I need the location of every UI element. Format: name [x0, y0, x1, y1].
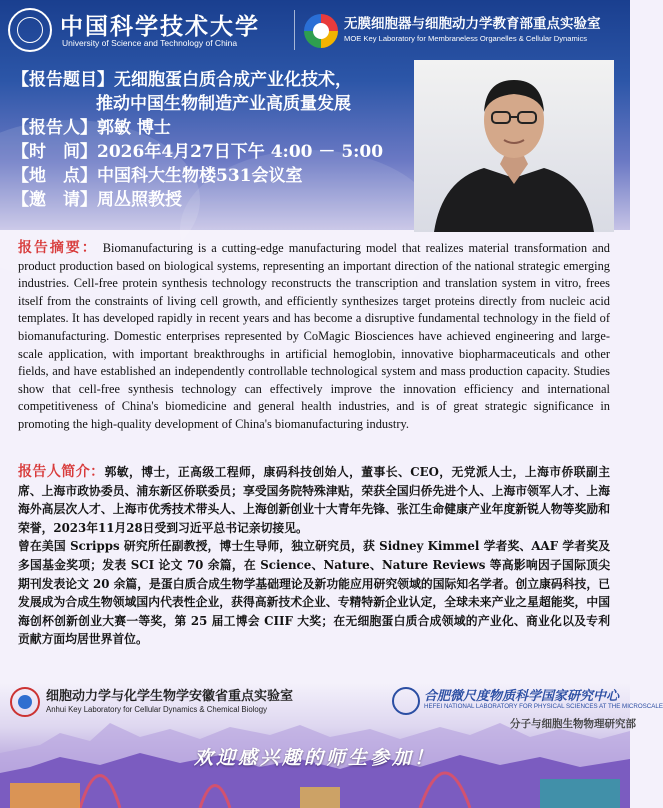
- anhui-lab-emblem-icon: [10, 687, 40, 717]
- title-label: 【报告题目】: [12, 70, 114, 90]
- talk-title-line2: 推动中国生物制造产业高质量发展: [96, 94, 351, 114]
- hfnl-department: 分子与细胞生物物理研究部: [510, 718, 636, 730]
- lab-name-cn: 无膜细胞器与细胞动力学教育部重点实验室: [344, 16, 601, 32]
- lab-emblem-icon: [304, 14, 338, 48]
- hfnl-logo: [392, 685, 663, 733]
- welcome-message: 欢迎感兴趣的师生参加！: [193, 747, 436, 769]
- bio-para1: 郭敏，博士，正高级工程师，康码科技创始人，董事长、CEO，无党派人士，上海市侨联副主席、上海市政协委员、浦东新区侨联委员；享受国务院特殊津贴，荣获全国归侨先进个人、上海市领军人才、上海海外高层次人才、上海市优秀技术带头人、上海创新创业十大青年先锋、张江生命健康产业年度新锐人物等奖励和荣誉，2023年11月28日受到习近平总书记亲切接见。: [18, 465, 610, 535]
- poster-footer: [0, 683, 663, 808]
- university-name-cn: 中国科学技术大学: [60, 13, 260, 40]
- talk-place: 中国科大生物楼531会议室: [97, 166, 303, 186]
- anhui-lab-logo: [10, 685, 310, 725]
- place-label: 【地 点】: [12, 166, 97, 186]
- ustc-seal-icon: [8, 8, 52, 52]
- abstract-text: Biomanufacturing is a cutting-edge manufacturing model that realizes material transformation and product production based on biological systems, representing an important direction of the national strategic emerging industries. Cell-free protein synthesis technology reconstructs the transcription and translation system in vitro, frees itself from the constraints of living cell growth, and efficiently synthesizes target proteins directly from nucleic acid templates. It has developed rapidly in recent years and has become a disruptive fundamental technology in the field of biomanufacturing. Domestic enterprises represented by CoMagic Biosciences have achieved engineering and large-scale application, with important breakthroughs in artificial hemoglobin, innovative biopharmaceuticals and other fields, and have established an independently controllable technological system and mass production capacity. Studies show that cell-free synthesis technology can effectively improve the innovation efficiency and international competitiveness of China's biomedicine and general health industries, and is of great strategic significance in promoting the high-quality development of China's biomanufacturing industry.: [18, 241, 610, 431]
- hfnl-name-cn: 合肥微尺度物质科学国家研究中心: [424, 689, 620, 704]
- speaker-photo: [414, 60, 614, 232]
- talk-info: [12, 68, 432, 212]
- speaker-label: 【报告人】: [12, 118, 97, 138]
- poster-header: [0, 0, 630, 230]
- university-name-en: University of Science and Technology of China: [62, 38, 238, 48]
- talk-host: 周丛照教授: [97, 190, 182, 210]
- moe-lab-logo: [304, 12, 624, 56]
- header-divider: [294, 10, 295, 50]
- anhui-lab-name-en: Anhui Key Laboratory for Cellular Dynamics & Chemical Biology: [46, 705, 268, 714]
- time-label: 【时 间】: [12, 142, 97, 162]
- bio-section: [18, 463, 610, 649]
- lab-name-en: MOE Key Laboratory for Membraneless Organelles & Cellular Dynamics: [344, 34, 588, 43]
- talk-time: 2026年4月27日下午 4:00 － 5:00: [97, 142, 384, 162]
- anhui-lab-name-cn: 细胞动力学与化学生物学安徽省重点实验室: [46, 689, 294, 704]
- host-label: 【邀 请】: [12, 190, 97, 210]
- bio-label: 报告人简介：: [18, 464, 105, 480]
- speaker-name: 郭敏 博士: [97, 118, 171, 138]
- abstract-label: 报告摘要：: [18, 240, 98, 256]
- abstract-section: [18, 240, 610, 434]
- hfnl-emblem-icon: [392, 687, 420, 715]
- talk-title-line1: 无细胞蛋白质合成产业化技术，: [114, 70, 352, 90]
- bio-para2: 曾在美国 Scripps 研究所任副教授，博士生导师，独立研究员，获 Sidney Kimmel 学者奖、AAF 学者奖及多国基金奖项；发表 SCI 论文 70 余篇，在 Science、Nature、Nature Reviews 等高影响因子国际顶尖期刊发表论文 20 余篇，是蛋白质合成生物学基础理论及新功能应用研究领域的国际知名学者。创立康码科技，已发展成为合成生物领域国内代表性企业，获得高新技术企业、专精特新企业认定，全球未来产业之星超能奖，中国海创杯创新创业大赛一等奖，第 25 届工博会 CIIF 大奖；在无细胞蛋白质合成领域的产业化、商业化以及专利贡献方面均居世界首位。: [18, 539, 610, 647]
- hfnl-name-en: HEFEI NATIONAL LABORATORY FOR PHYSICAL SCIENCES AT THE MICROSCALE: [424, 703, 663, 710]
- ustc-logo: [8, 8, 288, 56]
